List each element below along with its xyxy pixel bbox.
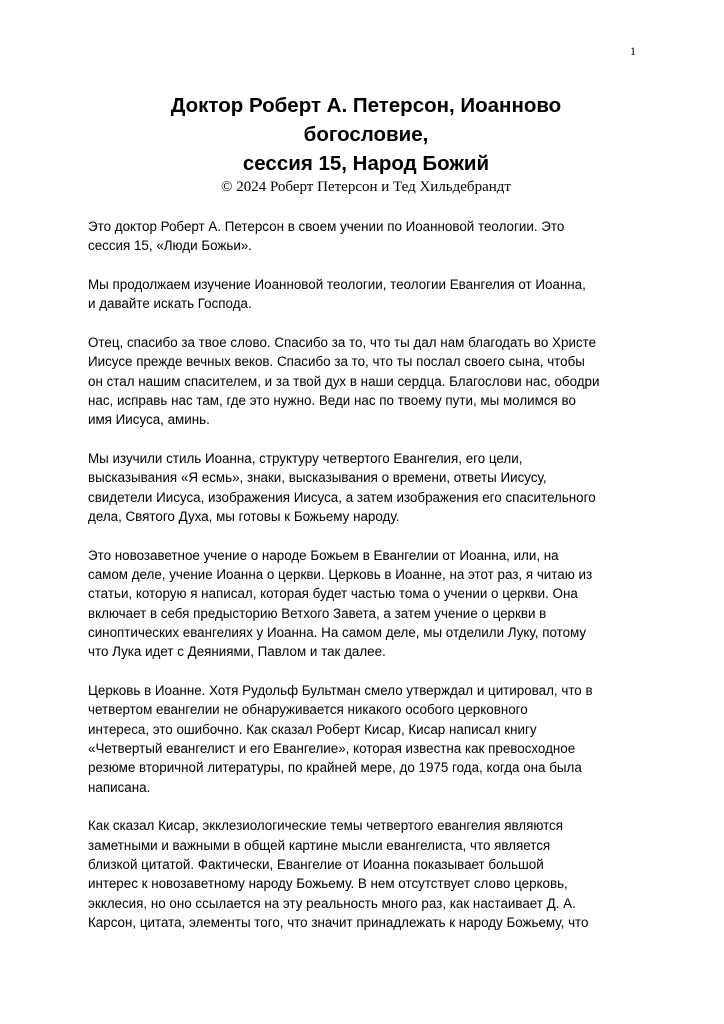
text-line: дела, Святого Духа, мы готовы к Божьему народу. xyxy=(88,509,400,525)
text-line: он стал нашим спасителем, и за твой дух в наши сердца. Благослови нас, ободри xyxy=(88,373,600,389)
paragraph xyxy=(88,217,644,256)
text-line: Карсон, цитата, элементы того, что значит принадлежать к народу Божьему, что xyxy=(88,915,589,931)
text-line: сессия 15, «Люди Божьи». xyxy=(88,238,252,254)
text-line: Мы изучили стиль Иоанна, структуру четвертого Евангелия, его цели, xyxy=(88,450,523,466)
text-line: Это новозаветное учение о народе Божьем в Евангелии от Иоанна, или, на xyxy=(88,547,559,563)
text-line: написана. xyxy=(88,779,151,795)
title-line: сессия 15, Народ Божий xyxy=(242,152,490,175)
text-line: нас, исправь нас там, где это нужно. Веди нас по твоему пути, мы молимся во xyxy=(88,393,576,408)
text-line: резюме вторичной литературы, по крайней мере, до 1975 года, когда она была xyxy=(88,760,582,776)
paragraph xyxy=(88,816,644,932)
page-number: 1 xyxy=(630,44,636,58)
paragraph xyxy=(88,449,644,526)
text-line: Это доктор Роберт А. Петерсон в своем учении по Иоанновой теологии. Это xyxy=(88,219,565,234)
text-line: «Четвертый евангелист и его Евангелие», которая известна как превосходное xyxy=(88,741,576,757)
paragraph xyxy=(88,546,644,662)
document-body xyxy=(88,217,644,952)
text-line: интереса, это ошибочно. Как сказал Роберт Кисар, Кисар написал книгу xyxy=(88,721,537,737)
text-line: интерес к новозаветному народу Божьему. В нем отсутствует слово церковь, xyxy=(88,876,568,892)
text-line: и давайте искать Господа. xyxy=(88,296,252,312)
copyright-line: © 2024 Роберт Петерсон и Тед Хильдебрандт xyxy=(221,179,511,195)
text-line: Церковь в Иоанне. Хотя Рудольф Бультман смело утверждал и цитировал, что в xyxy=(88,683,593,699)
text-line: четвертом евангелии не обнаруживается никакого особого церковного xyxy=(88,702,528,718)
text-line: что Лука идет с Деяниями, Павлом и так далее. xyxy=(88,644,386,660)
text-line: Как сказал Кисар, экклезиологические темы четвертого евангелия являются xyxy=(88,818,563,834)
paragraph xyxy=(88,333,644,430)
text-line: синоптических евангелиях у Иоанна. На самом деле, мы отделили Луку, потому xyxy=(88,625,587,641)
text-line: Мы продолжаем изучение Иоанновой теологии, теологии Евангелия от Иоанна, xyxy=(88,276,586,292)
paragraph xyxy=(88,275,644,314)
text-line: Иисусе прежде вечных веков. Спасибо за то, что ты послал своего сына, чтобы xyxy=(88,354,585,370)
text-line: высказывания «Я есмь», знаки, высказывания о времени, ответы Иисусу, xyxy=(88,470,547,486)
text-line: самом деле, учение Иоанна о церкви. Церковь в Иоанне, на этот раз, я читаю из xyxy=(88,567,593,582)
text-line: свидетели Иисуса, изображения Иисуса, а затем изображения его спасительного xyxy=(88,489,596,505)
text-line: статьи, которую я написал, которая будет частью тома о учении о церкви. Она xyxy=(88,586,578,602)
title-line: богословие, xyxy=(303,123,429,146)
paragraph xyxy=(88,681,644,797)
text-line: включает в себя предысторию Ветхого Завета, а затем учение о церкви в xyxy=(88,605,547,621)
page-title xyxy=(96,91,636,178)
title-line: Доктор Роберт А. Петерсон, Иоанново xyxy=(170,94,562,117)
text-line: близкой цитатой. Фактически, Евангелие от Иоанна показывает большой xyxy=(88,857,544,873)
text-line: имя Иисуса, аминь. xyxy=(88,412,210,428)
text-line: заметными и важными в общей картине мысли евангелиста, что является xyxy=(88,837,551,853)
text-line: Отец, спасибо за твое слово. Спасибо за то, что ты дал нам благодать во Христе xyxy=(88,334,597,350)
text-line: экклесия, но оно ссылается на эту реальность много раз, как настаивает Д. А. xyxy=(88,895,576,911)
